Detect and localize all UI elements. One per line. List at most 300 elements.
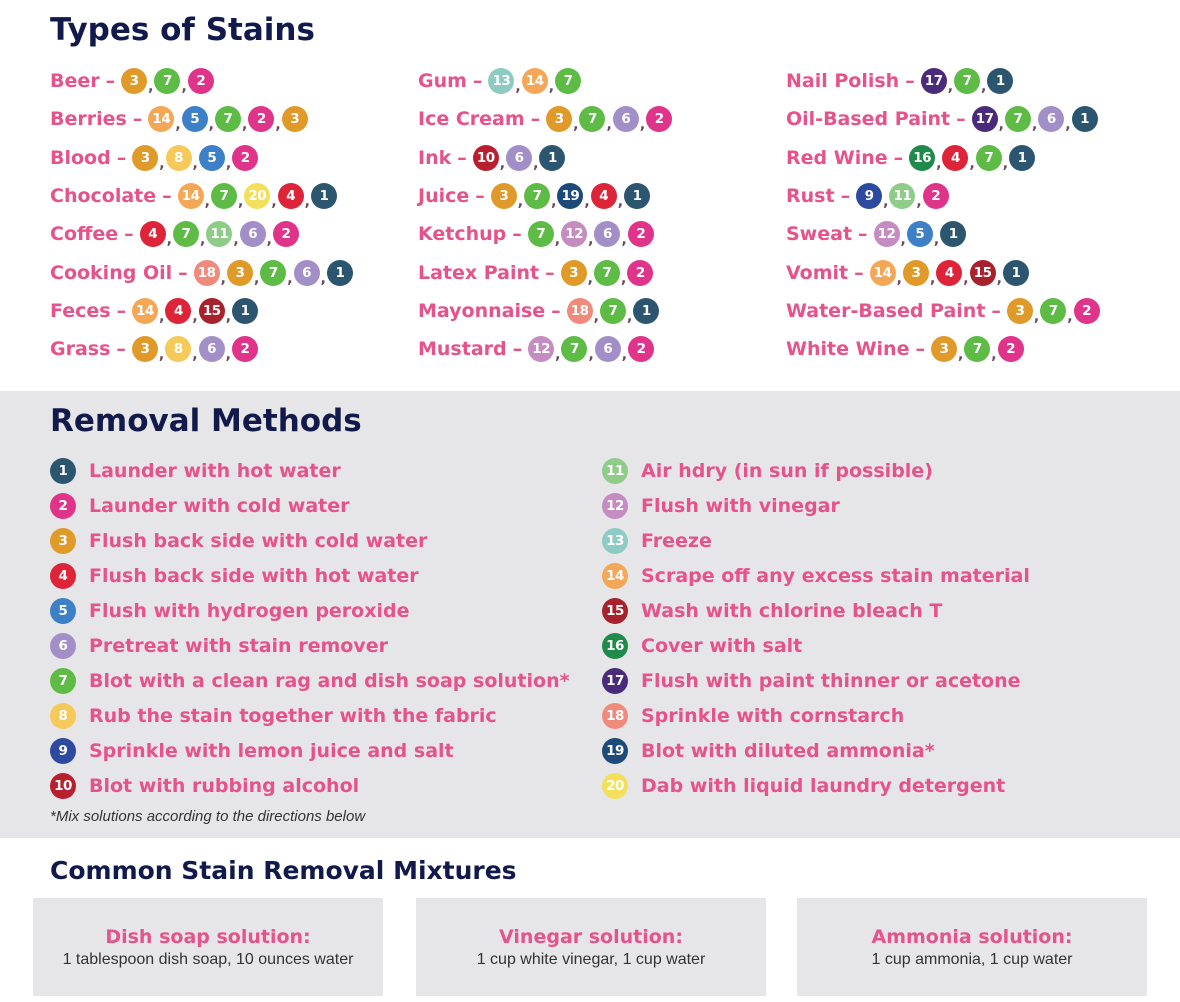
stain-dash: – bbox=[116, 299, 127, 322]
stain-name: Berries bbox=[50, 108, 127, 131]
method-item bbox=[50, 768, 570, 803]
comma-separator: , bbox=[225, 155, 232, 172]
stain-method-badges bbox=[148, 106, 307, 132]
stain-entry bbox=[786, 100, 1146, 138]
method-item bbox=[50, 558, 570, 593]
method-number-badge: 2 bbox=[998, 336, 1024, 362]
stain-entry bbox=[786, 330, 1146, 368]
stain-entry bbox=[418, 100, 778, 138]
methods-column bbox=[602, 453, 1030, 803]
method-label: Flush with hydrogen peroxide bbox=[89, 599, 410, 622]
mixture-card bbox=[797, 898, 1147, 996]
method-number-badge: 12 bbox=[528, 336, 554, 362]
method-number-badge: 5 bbox=[199, 145, 225, 171]
stain-entry bbox=[786, 62, 1146, 100]
method-number-badge: 4 bbox=[50, 563, 76, 589]
method-number-badge: 6 bbox=[1038, 106, 1064, 132]
mixture-name: Ammonia solution: bbox=[871, 926, 1073, 948]
stain-name: Mustard bbox=[418, 338, 507, 361]
comma-separator: , bbox=[548, 79, 555, 96]
comma-separator: , bbox=[158, 347, 165, 364]
method-number-badge: 7 bbox=[215, 106, 241, 132]
stain-dash: – bbox=[162, 185, 172, 208]
comma-separator: , bbox=[588, 347, 594, 364]
stains-column bbox=[50, 62, 410, 368]
method-number-badge: 8 bbox=[165, 336, 191, 362]
method-number-badge: 12 bbox=[561, 221, 587, 247]
method-number-badge: 17 bbox=[972, 106, 998, 132]
method-number-badge: 20 bbox=[602, 773, 628, 799]
method-number-badge: 15 bbox=[970, 260, 996, 286]
method-label: Blot with diluted ammonia* bbox=[641, 739, 935, 762]
comma-separator: , bbox=[936, 155, 942, 172]
comma-separator: , bbox=[620, 270, 627, 287]
method-number-badge: 1 bbox=[940, 221, 966, 247]
stain-name: Latex Paint bbox=[418, 261, 540, 284]
comma-separator: , bbox=[933, 232, 940, 249]
method-item bbox=[602, 698, 1030, 733]
method-number-badge: 17 bbox=[921, 68, 947, 94]
method-number-badge: 6 bbox=[199, 336, 225, 362]
method-number-badge: 13 bbox=[488, 68, 514, 94]
method-item bbox=[50, 698, 570, 733]
method-number-badge: 14 bbox=[148, 106, 174, 132]
method-item bbox=[50, 488, 570, 523]
stain-entry bbox=[50, 330, 410, 368]
method-number-badge: 2 bbox=[50, 493, 76, 519]
method-number-badge: 1 bbox=[1009, 145, 1035, 171]
method-number-badge: 18 bbox=[194, 260, 220, 286]
comma-separator: , bbox=[233, 232, 239, 249]
method-number-badge: 1 bbox=[539, 145, 565, 171]
stain-dash: – bbox=[105, 70, 116, 93]
method-number-badge: 1 bbox=[1072, 106, 1098, 132]
comma-separator: , bbox=[225, 308, 232, 325]
stain-method-badges bbox=[874, 221, 967, 247]
methods-column bbox=[50, 453, 570, 803]
method-number-badge: 1 bbox=[232, 298, 258, 324]
method-number-badge: 4 bbox=[591, 183, 617, 209]
stain-name: Coffee bbox=[50, 223, 119, 246]
comma-separator: , bbox=[1033, 308, 1040, 325]
comma-separator: , bbox=[969, 155, 975, 172]
stain-name: White Wine bbox=[786, 338, 910, 361]
comma-separator: , bbox=[304, 194, 310, 211]
stain-entry bbox=[418, 215, 778, 253]
comma-separator: , bbox=[639, 117, 646, 134]
method-item bbox=[50, 453, 570, 488]
method-number-badge: 3 bbox=[561, 260, 587, 286]
stain-name: Beer bbox=[50, 70, 100, 93]
method-number-badge: 7 bbox=[260, 260, 286, 286]
stain-entry bbox=[418, 139, 778, 177]
method-number-badge: 3 bbox=[546, 106, 572, 132]
types-of-stains-title: Types of Stains bbox=[50, 12, 315, 48]
comma-separator: , bbox=[896, 270, 902, 287]
method-number-badge: 2 bbox=[627, 260, 653, 286]
stain-method-badges bbox=[870, 260, 1029, 286]
method-item bbox=[602, 593, 1030, 628]
method-number-badge: 7 bbox=[964, 336, 990, 362]
comma-separator: , bbox=[617, 194, 624, 211]
method-item bbox=[602, 488, 1030, 523]
stain-dash: – bbox=[854, 261, 864, 284]
stain-dash: – bbox=[457, 146, 467, 169]
stain-name: Chocolate bbox=[50, 185, 157, 208]
method-number-badge: 14 bbox=[522, 68, 548, 94]
method-number-badge: 8 bbox=[50, 703, 76, 729]
method-label: Flush with vinegar bbox=[641, 494, 840, 517]
stain-dash: – bbox=[512, 338, 523, 361]
comma-separator: , bbox=[192, 155, 198, 172]
stain-entry bbox=[786, 215, 1146, 253]
method-number-badge: 11 bbox=[889, 183, 915, 209]
method-number-badge: 4 bbox=[140, 221, 166, 247]
method-label: Blot with a clean rag and dish soap solution* bbox=[89, 669, 570, 692]
mixture-recipe: 1 tablespoon dish soap, 10 ounces water bbox=[62, 951, 354, 968]
method-number-badge: 2 bbox=[646, 106, 672, 132]
mixture-recipe: 1 cup white vinegar, 1 cup water bbox=[476, 951, 706, 968]
method-number-badge: 11 bbox=[206, 221, 232, 247]
comma-separator: , bbox=[515, 79, 521, 96]
method-number-badge: 2 bbox=[273, 221, 299, 247]
stain-method-badges bbox=[972, 106, 1098, 132]
method-number-badge: 7 bbox=[211, 183, 237, 209]
stain-name: Cooking Oil bbox=[50, 261, 173, 284]
stain-dash: – bbox=[991, 299, 1001, 322]
method-label: Wash with chlorine bleach T bbox=[641, 599, 943, 622]
method-number-badge: 1 bbox=[624, 183, 650, 209]
comma-separator: , bbox=[996, 270, 1002, 287]
mixture-name: Vinegar solution: bbox=[499, 926, 683, 948]
stain-dash: – bbox=[545, 261, 555, 284]
method-label: Cover with salt bbox=[641, 634, 803, 657]
stain-dash: – bbox=[905, 70, 915, 93]
stain-method-badges bbox=[528, 336, 654, 362]
comma-separator: , bbox=[593, 308, 599, 325]
stain-method-badges bbox=[567, 298, 660, 324]
method-number-badge: 4 bbox=[165, 298, 191, 324]
method-number-badge: 7 bbox=[561, 336, 587, 362]
stain-entry bbox=[50, 253, 410, 291]
method-label: Sprinkle with cornstarch bbox=[641, 704, 905, 727]
comma-separator: , bbox=[555, 347, 561, 364]
method-item bbox=[602, 523, 1030, 558]
method-number-badge: 2 bbox=[232, 336, 258, 362]
mixture-card bbox=[416, 898, 766, 996]
method-number-badge: 14 bbox=[132, 298, 158, 324]
stain-dash: – bbox=[132, 108, 143, 131]
method-number-badge: 7 bbox=[954, 68, 980, 94]
mixtures-title: Common Stain Removal Mixtures bbox=[50, 856, 517, 885]
method-item bbox=[50, 663, 570, 698]
method-number-badge: 7 bbox=[555, 68, 581, 94]
comma-separator: , bbox=[225, 347, 231, 364]
method-number-badge: 18 bbox=[602, 703, 628, 729]
method-item bbox=[602, 768, 1030, 803]
comma-separator: , bbox=[573, 117, 579, 134]
method-label: Scrape off any excess stain material bbox=[641, 564, 1030, 587]
method-number-badge: 18 bbox=[567, 298, 593, 324]
method-number-badge: 5 bbox=[50, 598, 76, 624]
method-number-badge: 3 bbox=[491, 183, 517, 209]
method-label: Pretreat with stain remover bbox=[89, 634, 388, 657]
comma-separator: , bbox=[584, 194, 590, 211]
stain-dash: – bbox=[530, 108, 541, 131]
method-number-badge: 2 bbox=[248, 106, 274, 132]
comma-separator: , bbox=[517, 194, 524, 211]
stain-name: Juice bbox=[418, 185, 470, 208]
stain-dash: – bbox=[551, 299, 561, 322]
comma-separator: , bbox=[220, 270, 226, 287]
method-number-badge: 2 bbox=[1074, 298, 1100, 324]
comma-separator: , bbox=[1067, 308, 1073, 325]
method-number-badge: 1 bbox=[633, 298, 659, 324]
stain-name: Rust bbox=[786, 185, 835, 208]
method-number-badge: 7 bbox=[594, 260, 620, 286]
comma-separator: , bbox=[606, 117, 612, 134]
stain-method-badges bbox=[132, 145, 258, 171]
method-number-badge: 3 bbox=[50, 528, 76, 554]
method-number-badge: 8 bbox=[166, 145, 192, 171]
stain-name: Vomit bbox=[786, 261, 849, 284]
comma-separator: , bbox=[266, 232, 272, 249]
comma-separator: , bbox=[499, 155, 506, 172]
method-number-badge: 1 bbox=[1003, 260, 1029, 286]
method-number-badge: 17 bbox=[602, 668, 628, 694]
stain-method-badges bbox=[546, 106, 672, 132]
method-number-badge: 9 bbox=[50, 738, 76, 764]
comma-separator: , bbox=[991, 347, 997, 364]
method-item bbox=[602, 453, 1030, 488]
methods-footnote: *Mix solutions according to the directions below bbox=[50, 808, 366, 825]
comma-separator: , bbox=[947, 79, 954, 96]
stain-method-badges bbox=[856, 183, 949, 209]
comma-separator: , bbox=[287, 270, 293, 287]
comma-separator: , bbox=[275, 117, 281, 134]
stain-method-badges bbox=[931, 336, 1024, 362]
stain-entry bbox=[50, 139, 410, 177]
comma-separator: , bbox=[271, 194, 277, 211]
method-number-badge: 11 bbox=[602, 458, 628, 484]
method-label: Blot with rubbing alcohol bbox=[89, 774, 360, 797]
stain-entry bbox=[418, 253, 778, 291]
method-number-badge: 1 bbox=[311, 183, 337, 209]
stain-entry bbox=[786, 139, 1146, 177]
method-number-badge: 3 bbox=[282, 106, 308, 132]
method-number-badge: 7 bbox=[976, 145, 1002, 171]
method-item bbox=[50, 733, 570, 768]
stain-entry bbox=[50, 62, 410, 100]
comma-separator: , bbox=[957, 347, 964, 364]
method-number-badge: 10 bbox=[50, 773, 76, 799]
stain-dash: – bbox=[116, 146, 127, 169]
comma-separator: , bbox=[192, 308, 198, 325]
method-number-badge: 7 bbox=[1005, 106, 1031, 132]
comma-separator: , bbox=[192, 347, 198, 364]
method-label: Flush back side with hot water bbox=[89, 564, 419, 587]
method-number-badge: 20 bbox=[244, 183, 270, 209]
method-number-badge: 2 bbox=[232, 145, 258, 171]
method-number-badge: 1 bbox=[50, 458, 76, 484]
method-number-badge: 3 bbox=[1007, 298, 1033, 324]
comma-separator: , bbox=[1065, 117, 1071, 134]
stain-dash: – bbox=[840, 185, 851, 208]
method-number-badge: 3 bbox=[121, 68, 147, 94]
comma-separator: , bbox=[166, 232, 172, 249]
method-label: Dab with liquid laundry detergent bbox=[641, 774, 1006, 797]
method-number-badge: 7 bbox=[50, 668, 76, 694]
method-number-badge: 7 bbox=[579, 106, 605, 132]
stain-name: Mayonnaise bbox=[418, 299, 546, 322]
stain-method-badges bbox=[140, 221, 299, 247]
mixture-recipe: 1 cup ammonia, 1 cup water bbox=[871, 951, 1073, 968]
stain-method-badges bbox=[491, 183, 650, 209]
comma-separator: , bbox=[533, 155, 539, 172]
stain-dash: – bbox=[472, 70, 483, 93]
method-number-badge: 2 bbox=[188, 68, 214, 94]
method-label: Sprinkle with lemon juice and salt bbox=[89, 739, 454, 762]
stain-dash: – bbox=[893, 146, 904, 169]
stain-dash: – bbox=[178, 261, 188, 284]
stain-method-badges bbox=[473, 145, 566, 171]
method-number-badge: 10 bbox=[473, 145, 499, 171]
method-number-badge: 3 bbox=[132, 336, 158, 362]
method-item bbox=[50, 628, 570, 663]
method-number-badge: 6 bbox=[294, 260, 320, 286]
stain-name: Sweat bbox=[786, 223, 853, 246]
method-number-badge: 2 bbox=[628, 336, 654, 362]
stain-dash: – bbox=[956, 108, 966, 131]
comma-separator: , bbox=[883, 194, 889, 211]
method-item bbox=[50, 593, 570, 628]
stain-name: Blood bbox=[50, 146, 111, 169]
method-number-badge: 5 bbox=[907, 221, 933, 247]
comma-separator: , bbox=[175, 117, 181, 134]
method-number-badge: 6 bbox=[613, 106, 639, 132]
stain-method-badges bbox=[194, 260, 353, 286]
method-number-badge: 3 bbox=[227, 260, 253, 286]
method-number-badge: 13 bbox=[602, 528, 628, 554]
method-number-badge: 7 bbox=[154, 68, 180, 94]
method-number-badge: 6 bbox=[240, 221, 266, 247]
stain-method-badges bbox=[921, 68, 1014, 94]
method-number-badge: 12 bbox=[602, 493, 628, 519]
method-number-badge: 3 bbox=[132, 145, 158, 171]
stain-method-badges bbox=[488, 68, 581, 94]
method-label: Flush with paint thinner or acetone bbox=[641, 669, 1021, 692]
method-label: Freeze bbox=[641, 529, 712, 552]
stain-name: Gum bbox=[418, 70, 467, 93]
removal-methods-title: Removal Methods bbox=[50, 403, 362, 439]
comma-separator: , bbox=[159, 308, 165, 325]
stain-entry bbox=[786, 177, 1146, 215]
comma-separator: , bbox=[204, 194, 210, 211]
method-label: Launder with cold water bbox=[89, 494, 350, 517]
comma-separator: , bbox=[621, 232, 627, 249]
stain-name: Ink bbox=[418, 146, 452, 169]
comma-separator: , bbox=[627, 308, 633, 325]
stain-name: Nail Polish bbox=[786, 70, 900, 93]
method-number-badge: 3 bbox=[903, 260, 929, 286]
stain-method-badges bbox=[121, 68, 214, 94]
stain-entry bbox=[50, 292, 410, 330]
method-item bbox=[50, 523, 570, 558]
method-number-badge: 6 bbox=[50, 633, 76, 659]
comma-separator: , bbox=[320, 270, 326, 287]
method-number-badge: 19 bbox=[557, 183, 583, 209]
stain-method-badges bbox=[909, 145, 1035, 171]
comma-separator: , bbox=[1002, 155, 1009, 172]
stain-method-badges bbox=[561, 260, 654, 286]
method-number-badge: 15 bbox=[199, 298, 225, 324]
stain-name: Feces bbox=[50, 299, 111, 322]
method-number-badge: 14 bbox=[178, 183, 204, 209]
stain-method-badges bbox=[178, 183, 337, 209]
stains-column bbox=[418, 62, 778, 368]
stain-name: Grass bbox=[50, 338, 111, 361]
comma-separator: , bbox=[200, 232, 206, 249]
stains-column bbox=[786, 62, 1146, 368]
mixture-card bbox=[33, 898, 383, 996]
stain-entry bbox=[418, 292, 778, 330]
method-number-badge: 6 bbox=[594, 221, 620, 247]
stain-entry bbox=[418, 330, 778, 368]
comma-separator: , bbox=[237, 194, 244, 211]
method-number-badge: 6 bbox=[595, 336, 621, 362]
comma-separator: , bbox=[900, 232, 906, 249]
comma-separator: , bbox=[159, 155, 165, 172]
method-number-badge: 3 bbox=[931, 336, 957, 362]
stain-method-badges bbox=[132, 336, 258, 362]
method-number-badge: 19 bbox=[602, 738, 628, 764]
comma-separator: , bbox=[1031, 117, 1038, 134]
comma-separator: , bbox=[929, 270, 936, 287]
stain-dash: – bbox=[858, 223, 868, 246]
method-number-badge: 15 bbox=[602, 598, 628, 624]
stain-name: Ketchup bbox=[418, 223, 507, 246]
method-item bbox=[602, 558, 1030, 593]
comma-separator: , bbox=[998, 117, 1004, 134]
comma-separator: , bbox=[551, 194, 557, 211]
comma-separator: , bbox=[981, 79, 987, 96]
method-number-badge: 7 bbox=[1040, 298, 1066, 324]
method-label: Rub the stain together with the fabric bbox=[89, 704, 497, 727]
stain-dash: – bbox=[116, 338, 126, 361]
stain-entry bbox=[50, 177, 410, 215]
stain-entry bbox=[50, 215, 410, 253]
stain-entry bbox=[418, 62, 778, 100]
method-number-badge: 4 bbox=[942, 145, 968, 171]
stain-dash: – bbox=[512, 223, 522, 246]
comma-separator: , bbox=[253, 270, 260, 287]
method-number-badge: 4 bbox=[936, 260, 962, 286]
method-number-badge: 7 bbox=[528, 221, 554, 247]
method-number-badge: 4 bbox=[278, 183, 304, 209]
method-number-badge: 2 bbox=[923, 183, 949, 209]
method-number-badge: 14 bbox=[602, 563, 628, 589]
stain-method-badges bbox=[1007, 298, 1100, 324]
method-number-badge: 5 bbox=[182, 106, 208, 132]
stain-entry bbox=[786, 292, 1146, 330]
method-number-badge: 6 bbox=[506, 145, 532, 171]
stain-method-badges bbox=[528, 221, 654, 247]
comma-separator: , bbox=[963, 270, 969, 287]
comma-separator: , bbox=[208, 117, 214, 134]
stain-dash: – bbox=[915, 338, 925, 361]
method-item bbox=[602, 628, 1030, 663]
method-number-badge: 2 bbox=[628, 221, 654, 247]
